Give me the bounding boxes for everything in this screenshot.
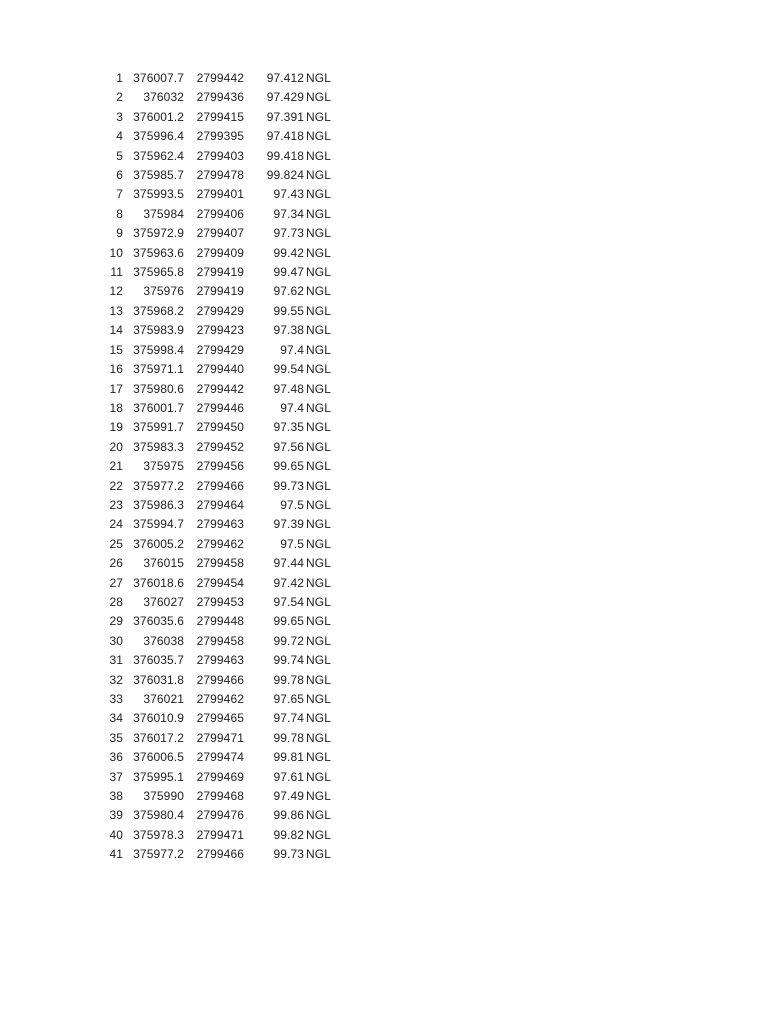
table-row — [100, 263, 336, 282]
easting-cell: 375991.7 — [133, 420, 184, 435]
datum-cell: NGL — [306, 187, 331, 202]
elevation-cell: 97.391 — [266, 109, 304, 124]
datum-cell: NGL — [306, 614, 331, 629]
elevation-cell: 97.418 — [266, 129, 304, 144]
easting-cell: 375983.9 — [133, 323, 184, 338]
easting-cell: 376035.7 — [133, 653, 184, 668]
table-row — [100, 574, 336, 593]
elevation-cell: 97.65 — [273, 692, 304, 706]
easting-cell: 375968.2 — [133, 303, 184, 318]
elevation-cell: 97.39 — [273, 517, 304, 532]
datum-cell: NGL — [306, 497, 331, 512]
easting-cell: 376001.2 — [133, 109, 184, 124]
point-id-cell: 23 — [109, 497, 123, 512]
easting-cell: 376005.2 — [133, 536, 184, 551]
easting-cell: 375975 — [143, 459, 184, 474]
datum-cell: NGL — [306, 265, 331, 280]
point-id-cell: 15 — [109, 342, 123, 357]
table-row — [100, 224, 336, 243]
elevation-cell: 99.86 — [273, 808, 304, 823]
northing-cell: 2799415 — [196, 109, 244, 124]
elevation-cell: 97.412 — [266, 71, 304, 85]
datum-cell: NGL — [306, 711, 331, 726]
table-row — [100, 438, 336, 457]
northing-cell: 2799409 — [196, 245, 244, 260]
elevation-cell: 99.55 — [273, 303, 304, 318]
table-row — [100, 729, 336, 748]
point-id-cell: 21 — [109, 459, 123, 474]
elevation-cell: 97.56 — [273, 439, 304, 454]
table-row — [100, 244, 336, 263]
table-row — [100, 826, 336, 845]
point-id-cell: 13 — [109, 303, 123, 318]
northing-cell: 2799406 — [196, 206, 244, 221]
elevation-cell: 97.35 — [273, 420, 304, 435]
table-row — [100, 768, 336, 787]
point-id-cell: 14 — [109, 323, 123, 338]
easting-cell: 375972.9 — [133, 226, 184, 241]
point-id-cell: 32 — [109, 672, 123, 687]
northing-cell: 2799468 — [196, 789, 244, 804]
table-row — [100, 360, 336, 379]
elevation-cell: 99.73 — [273, 847, 304, 862]
northing-cell: 2799456 — [196, 459, 244, 474]
table-row — [100, 166, 336, 185]
northing-cell: 2799463 — [196, 517, 244, 532]
elevation-cell: 99.72 — [273, 633, 304, 648]
table-row — [100, 185, 336, 204]
point-id-cell: 10 — [109, 245, 123, 260]
table-row — [100, 88, 336, 107]
point-id-cell: 39 — [109, 808, 123, 823]
northing-cell: 2799419 — [196, 265, 244, 280]
easting-cell: 376001.7 — [133, 400, 184, 415]
datum-cell: NGL — [306, 284, 331, 299]
datum-cell: NGL — [306, 206, 331, 221]
table-row — [100, 612, 336, 631]
point-id-cell: 22 — [109, 478, 123, 493]
northing-cell: 2799407 — [196, 226, 244, 241]
easting-cell: 376032 — [143, 90, 184, 105]
datum-cell: NGL — [306, 71, 331, 85]
easting-cell: 376027 — [143, 594, 184, 609]
point-id-cell: 1 — [116, 71, 123, 85]
elevation-cell: 97.73 — [273, 226, 304, 241]
table-row — [100, 69, 336, 88]
northing-cell: 2799453 — [196, 594, 244, 609]
northing-cell: 2799429 — [196, 342, 244, 357]
datum-cell: NGL — [306, 226, 331, 241]
northing-cell: 2799478 — [196, 168, 244, 183]
easting-cell: 376021 — [143, 692, 184, 706]
point-id-cell: 29 — [109, 614, 123, 629]
datum-cell: NGL — [306, 381, 331, 396]
table-row — [100, 671, 336, 690]
northing-cell: 2799429 — [196, 303, 244, 318]
datum-cell: NGL — [306, 517, 331, 532]
datum-cell: NGL — [306, 789, 331, 804]
datum-cell: NGL — [306, 245, 331, 260]
easting-cell: 375984 — [143, 206, 184, 221]
easting-cell: 375963.6 — [133, 245, 184, 260]
northing-cell: 2799474 — [196, 750, 244, 765]
easting-cell: 375971.1 — [133, 362, 184, 377]
datum-cell: NGL — [306, 653, 331, 668]
datum-cell: NGL — [306, 575, 331, 590]
easting-cell: 375998.4 — [133, 342, 184, 357]
northing-cell: 2799463 — [196, 653, 244, 668]
datum-cell: NGL — [306, 730, 331, 745]
point-id-cell: 2 — [116, 90, 123, 105]
point-id-cell: 9 — [116, 226, 123, 241]
easting-cell: 376015 — [143, 556, 184, 571]
elevation-cell: 99.73 — [273, 478, 304, 493]
elevation-cell: 99.74 — [273, 653, 304, 668]
elevation-cell: 99.418 — [266, 148, 304, 163]
elevation-cell: 97.54 — [273, 594, 304, 609]
easting-cell: 375996.4 — [133, 129, 184, 144]
point-id-cell: 25 — [109, 536, 123, 551]
point-id-cell: 24 — [109, 517, 123, 532]
table-row — [100, 632, 336, 651]
northing-cell: 2799446 — [196, 400, 244, 415]
point-id-cell: 34 — [109, 711, 123, 726]
northing-cell: 2799458 — [196, 633, 244, 648]
easting-cell: 375995.1 — [133, 769, 184, 784]
survey-points-body — [100, 69, 336, 865]
table-row — [100, 108, 336, 127]
elevation-cell: 97.49 — [273, 789, 304, 804]
northing-cell: 2799436 — [196, 90, 244, 105]
table-row — [100, 457, 336, 476]
northing-cell: 2799440 — [196, 362, 244, 377]
northing-cell: 2799466 — [196, 478, 244, 493]
easting-cell: 375993.5 — [133, 187, 184, 202]
easting-cell: 375986.3 — [133, 497, 184, 512]
elevation-cell: 99.82 — [273, 827, 304, 842]
northing-cell: 2799469 — [196, 769, 244, 784]
northing-cell: 2799458 — [196, 556, 244, 571]
elevation-cell: 97.5 — [280, 536, 304, 551]
northing-cell: 2799462 — [196, 692, 244, 706]
survey-points-table — [100, 69, 336, 865]
northing-cell: 2799395 — [196, 129, 244, 144]
point-id-cell: 41 — [109, 847, 123, 862]
elevation-cell: 97.61 — [273, 769, 304, 784]
point-id-cell: 18 — [109, 400, 123, 415]
point-id-cell: 35 — [109, 730, 123, 745]
point-id-cell: 33 — [109, 692, 123, 706]
northing-cell: 2799419 — [196, 284, 244, 299]
elevation-cell: 97.4 — [280, 400, 304, 415]
easting-cell: 375965.8 — [133, 265, 184, 280]
easting-cell: 375978.3 — [133, 827, 184, 842]
elevation-cell: 99.78 — [273, 730, 304, 745]
table-row — [100, 806, 336, 825]
point-id-cell: 38 — [109, 789, 123, 804]
table-row — [100, 845, 336, 864]
datum-cell: NGL — [306, 90, 331, 105]
easting-cell: 376017.2 — [133, 730, 184, 745]
northing-cell: 2799450 — [196, 420, 244, 435]
point-id-cell: 7 — [116, 187, 123, 202]
northing-cell: 2799442 — [196, 381, 244, 396]
datum-cell: NGL — [306, 342, 331, 357]
easting-cell: 376018.6 — [133, 575, 184, 590]
table-row — [100, 787, 336, 806]
table-row — [100, 147, 336, 166]
datum-cell: NGL — [306, 847, 331, 862]
datum-cell: NGL — [306, 536, 331, 551]
point-id-cell: 37 — [109, 769, 123, 784]
northing-cell: 2799471 — [196, 827, 244, 842]
easting-cell: 375983.3 — [133, 439, 184, 454]
easting-cell: 375962.4 — [133, 148, 184, 163]
easting-cell: 376031.8 — [133, 672, 184, 687]
point-id-cell: 4 — [116, 129, 123, 144]
northing-cell: 2799471 — [196, 730, 244, 745]
datum-cell: NGL — [306, 692, 331, 706]
easting-cell: 376038 — [143, 633, 184, 648]
elevation-cell: 97.5 — [280, 497, 304, 512]
point-id-cell: 19 — [109, 420, 123, 435]
table-row — [100, 282, 336, 301]
datum-cell: NGL — [306, 459, 331, 474]
table-row — [100, 709, 336, 728]
elevation-cell: 99.47 — [273, 265, 304, 280]
point-id-cell: 31 — [109, 653, 123, 668]
easting-cell: 375977.2 — [133, 478, 184, 493]
easting-cell: 376035.6 — [133, 614, 184, 629]
datum-cell: NGL — [306, 129, 331, 144]
table-row — [100, 302, 336, 321]
table-row — [100, 418, 336, 437]
table-row — [100, 380, 336, 399]
northing-cell: 2799465 — [196, 711, 244, 726]
point-id-cell: 17 — [109, 381, 123, 396]
elevation-cell: 97.74 — [273, 711, 304, 726]
datum-cell: NGL — [306, 109, 331, 124]
point-id-cell: 12 — [109, 284, 123, 299]
point-id-cell: 11 — [110, 265, 123, 280]
northing-cell: 2799462 — [196, 536, 244, 551]
elevation-cell: 97.44 — [273, 556, 304, 571]
northing-cell: 2799476 — [196, 808, 244, 823]
elevation-cell: 97.34 — [273, 206, 304, 221]
datum-cell: NGL — [306, 594, 331, 609]
elevation-cell: 99.65 — [273, 459, 304, 474]
datum-cell: NGL — [306, 400, 331, 415]
northing-cell: 2799454 — [196, 575, 244, 590]
datum-cell: NGL — [306, 439, 331, 454]
point-id-cell: 6 — [116, 168, 123, 183]
table-row — [100, 535, 336, 554]
northing-cell: 2799464 — [196, 497, 244, 512]
easting-cell: 375990 — [143, 789, 184, 804]
easting-cell: 376007.7 — [133, 71, 184, 85]
point-id-cell: 8 — [116, 206, 123, 221]
northing-cell: 2799423 — [196, 323, 244, 338]
table-row — [100, 554, 336, 573]
point-id-cell: 40 — [109, 827, 123, 842]
elevation-cell: 97.43 — [273, 187, 304, 202]
northing-cell: 2799466 — [196, 847, 244, 862]
datum-cell: NGL — [306, 808, 331, 823]
point-id-cell: 3 — [116, 109, 123, 124]
point-id-cell: 30 — [109, 633, 123, 648]
northing-cell: 2799452 — [196, 439, 244, 454]
datum-cell: NGL — [306, 323, 331, 338]
table-row — [100, 205, 336, 224]
datum-cell: NGL — [306, 672, 331, 687]
table-row — [100, 477, 336, 496]
point-id-cell: 16 — [109, 362, 123, 377]
easting-cell: 375985.7 — [133, 168, 184, 183]
table-row — [100, 341, 336, 360]
point-id-cell: 28 — [109, 594, 123, 609]
datum-cell: NGL — [306, 362, 331, 377]
datum-cell: NGL — [306, 478, 331, 493]
northing-cell: 2799448 — [196, 614, 244, 629]
datum-cell: NGL — [306, 148, 331, 163]
datum-cell: NGL — [306, 556, 331, 571]
point-id-cell: 27 — [109, 575, 123, 590]
elevation-cell: 99.54 — [273, 362, 304, 377]
elevation-cell: 97.48 — [273, 381, 304, 396]
northing-cell: 2799401 — [196, 187, 244, 202]
elevation-cell: 99.81 — [273, 750, 304, 765]
easting-cell: 376006.5 — [133, 750, 184, 765]
table-row — [100, 399, 336, 418]
easting-cell: 375980.4 — [133, 808, 184, 823]
point-id-cell: 36 — [109, 750, 123, 765]
table-row — [100, 651, 336, 670]
datum-cell: NGL — [306, 168, 331, 183]
point-id-cell: 20 — [109, 439, 123, 454]
elevation-cell: 99.78 — [273, 672, 304, 687]
datum-cell: NGL — [306, 303, 331, 318]
point-id-cell: 5 — [116, 148, 123, 163]
datum-cell: NGL — [306, 420, 331, 435]
datum-cell: NGL — [306, 827, 331, 842]
elevation-cell: 97.4 — [280, 342, 304, 357]
elevation-cell: 99.824 — [266, 168, 304, 183]
elevation-cell: 97.429 — [266, 90, 304, 105]
table-row — [100, 127, 336, 146]
table-row — [100, 496, 336, 515]
elevation-cell: 97.42 — [273, 575, 304, 590]
datum-cell: NGL — [306, 750, 331, 765]
northing-cell: 2799403 — [196, 148, 244, 163]
easting-cell: 375977.2 — [133, 847, 184, 862]
table-row — [100, 593, 336, 612]
elevation-cell: 97.38 — [273, 323, 304, 338]
easting-cell: 375980.6 — [133, 381, 184, 396]
datum-cell: NGL — [306, 769, 331, 784]
northing-cell: 2799442 — [196, 71, 244, 85]
table-row — [100, 748, 336, 767]
northing-cell: 2799466 — [196, 672, 244, 687]
table-row — [100, 321, 336, 340]
table-row — [100, 690, 336, 709]
easting-cell: 375994.7 — [133, 517, 184, 532]
elevation-cell: 99.42 — [273, 245, 304, 260]
elevation-cell: 99.65 — [273, 614, 304, 629]
easting-cell: 375976 — [143, 284, 184, 299]
easting-cell: 376010.9 — [133, 711, 184, 726]
datum-cell: NGL — [306, 633, 331, 648]
point-id-cell: 26 — [109, 556, 123, 571]
table-row — [100, 515, 336, 534]
elevation-cell: 97.62 — [273, 284, 304, 299]
